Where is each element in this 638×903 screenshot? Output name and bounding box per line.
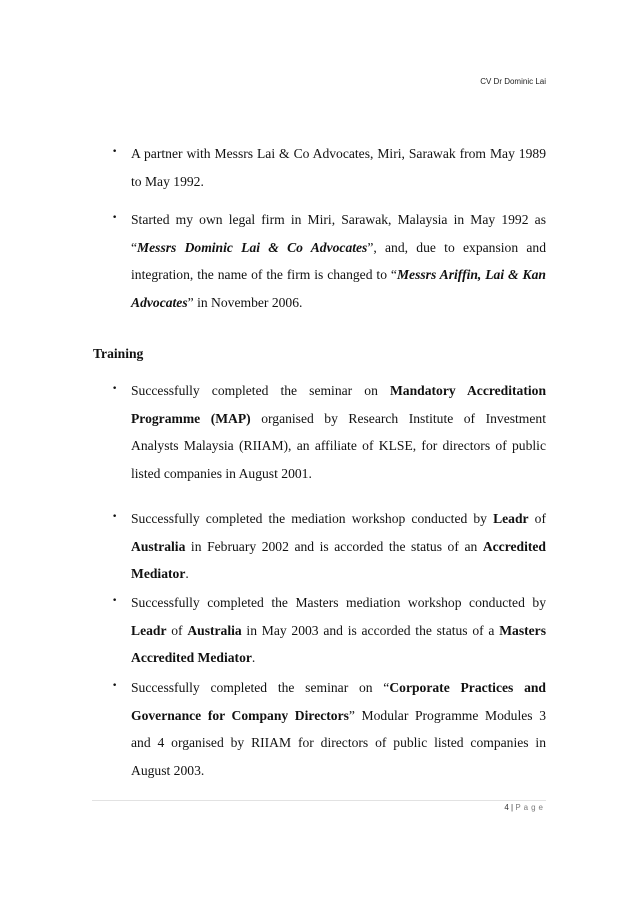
bold-text-run: Messrs Ariffin, Lai & Kan Advocates (131, 267, 546, 310)
text-run: ” in November 2006. (187, 294, 303, 310)
training-item-2 (131, 505, 546, 588)
bold-text-run: Corporate Practices and Governance for Company Directors (131, 680, 546, 723)
bold-text-run: Australia (131, 538, 186, 554)
page-number: 4 (504, 803, 509, 812)
career-item-1 (131, 140, 546, 195)
text-run: ”, and, due to expansion and integration, the name of the firm is changed to “ (131, 239, 546, 282)
bold-text-run: Mandatory Accreditation Programme (MAP) (131, 383, 547, 426)
text-run: of (528, 511, 546, 526)
text-run: Successfully completed the seminar on (131, 383, 390, 398)
footer-separator: | (511, 803, 514, 812)
training-item-1 (131, 377, 546, 487)
bullet-icon: • (112, 213, 118, 223)
text-run: in May 2003 and is accorded the status of a (241, 622, 500, 638)
text-run: A partner with Messrs Lai & Co Advocates, Miri, Sarawak from May 1989 to May 1992. (131, 146, 546, 189)
bullet-icon: • (112, 147, 118, 157)
bullet-icon: • (112, 596, 118, 606)
bullet-icon: • (112, 384, 118, 394)
bold-text-run: Leadr (131, 622, 167, 638)
bold-text-run: Australia (187, 622, 242, 638)
text-run: organised by Research Institute of Investment Analysts Malaysia (RIIAM), an affiliate of KLSE, for directors of public listed companies in August 2001. (131, 410, 546, 481)
text-run: Successfully completed the seminar on “ (131, 680, 390, 695)
text-run: . (185, 566, 189, 581)
footer-divider (92, 800, 546, 801)
text-run: Successfully completed the Masters mediation workshop conducted by (131, 595, 546, 610)
text-run: Successfully completed the mediation workshop conducted by (131, 511, 494, 526)
text-run: Started my own legal firm in Miri, Sarawak, Malaysia in May 1992 as “ (131, 212, 546, 255)
bold-text-run: Leadr (493, 511, 529, 526)
page-word: Page (515, 803, 546, 812)
text-run: of (166, 622, 188, 638)
bold-text-run: Masters Accredited Mediator (131, 622, 546, 665)
training-item-4 (131, 674, 546, 784)
text-run: . (251, 650, 256, 665)
bullet-icon: • (112, 512, 118, 522)
bold-text-run: Messrs Dominic Lai & Co Advocates (137, 239, 368, 255)
training-item-3 (131, 589, 546, 672)
section-heading-training: Training (93, 346, 144, 361)
page-footer (504, 803, 546, 812)
bullet-icon: • (112, 681, 118, 691)
text-run: in February 2002 and is accorded the status of an (185, 538, 483, 554)
career-item-2 (131, 206, 546, 316)
text-run: ” Modular Programme Modules 3 and 4 organised by RIIAM for directors of public listed companies in August 2003. (131, 707, 546, 778)
bold-text-run: Accredited Mediator (131, 538, 546, 581)
running-header: CV Dr Dominic Lai (480, 77, 546, 86)
